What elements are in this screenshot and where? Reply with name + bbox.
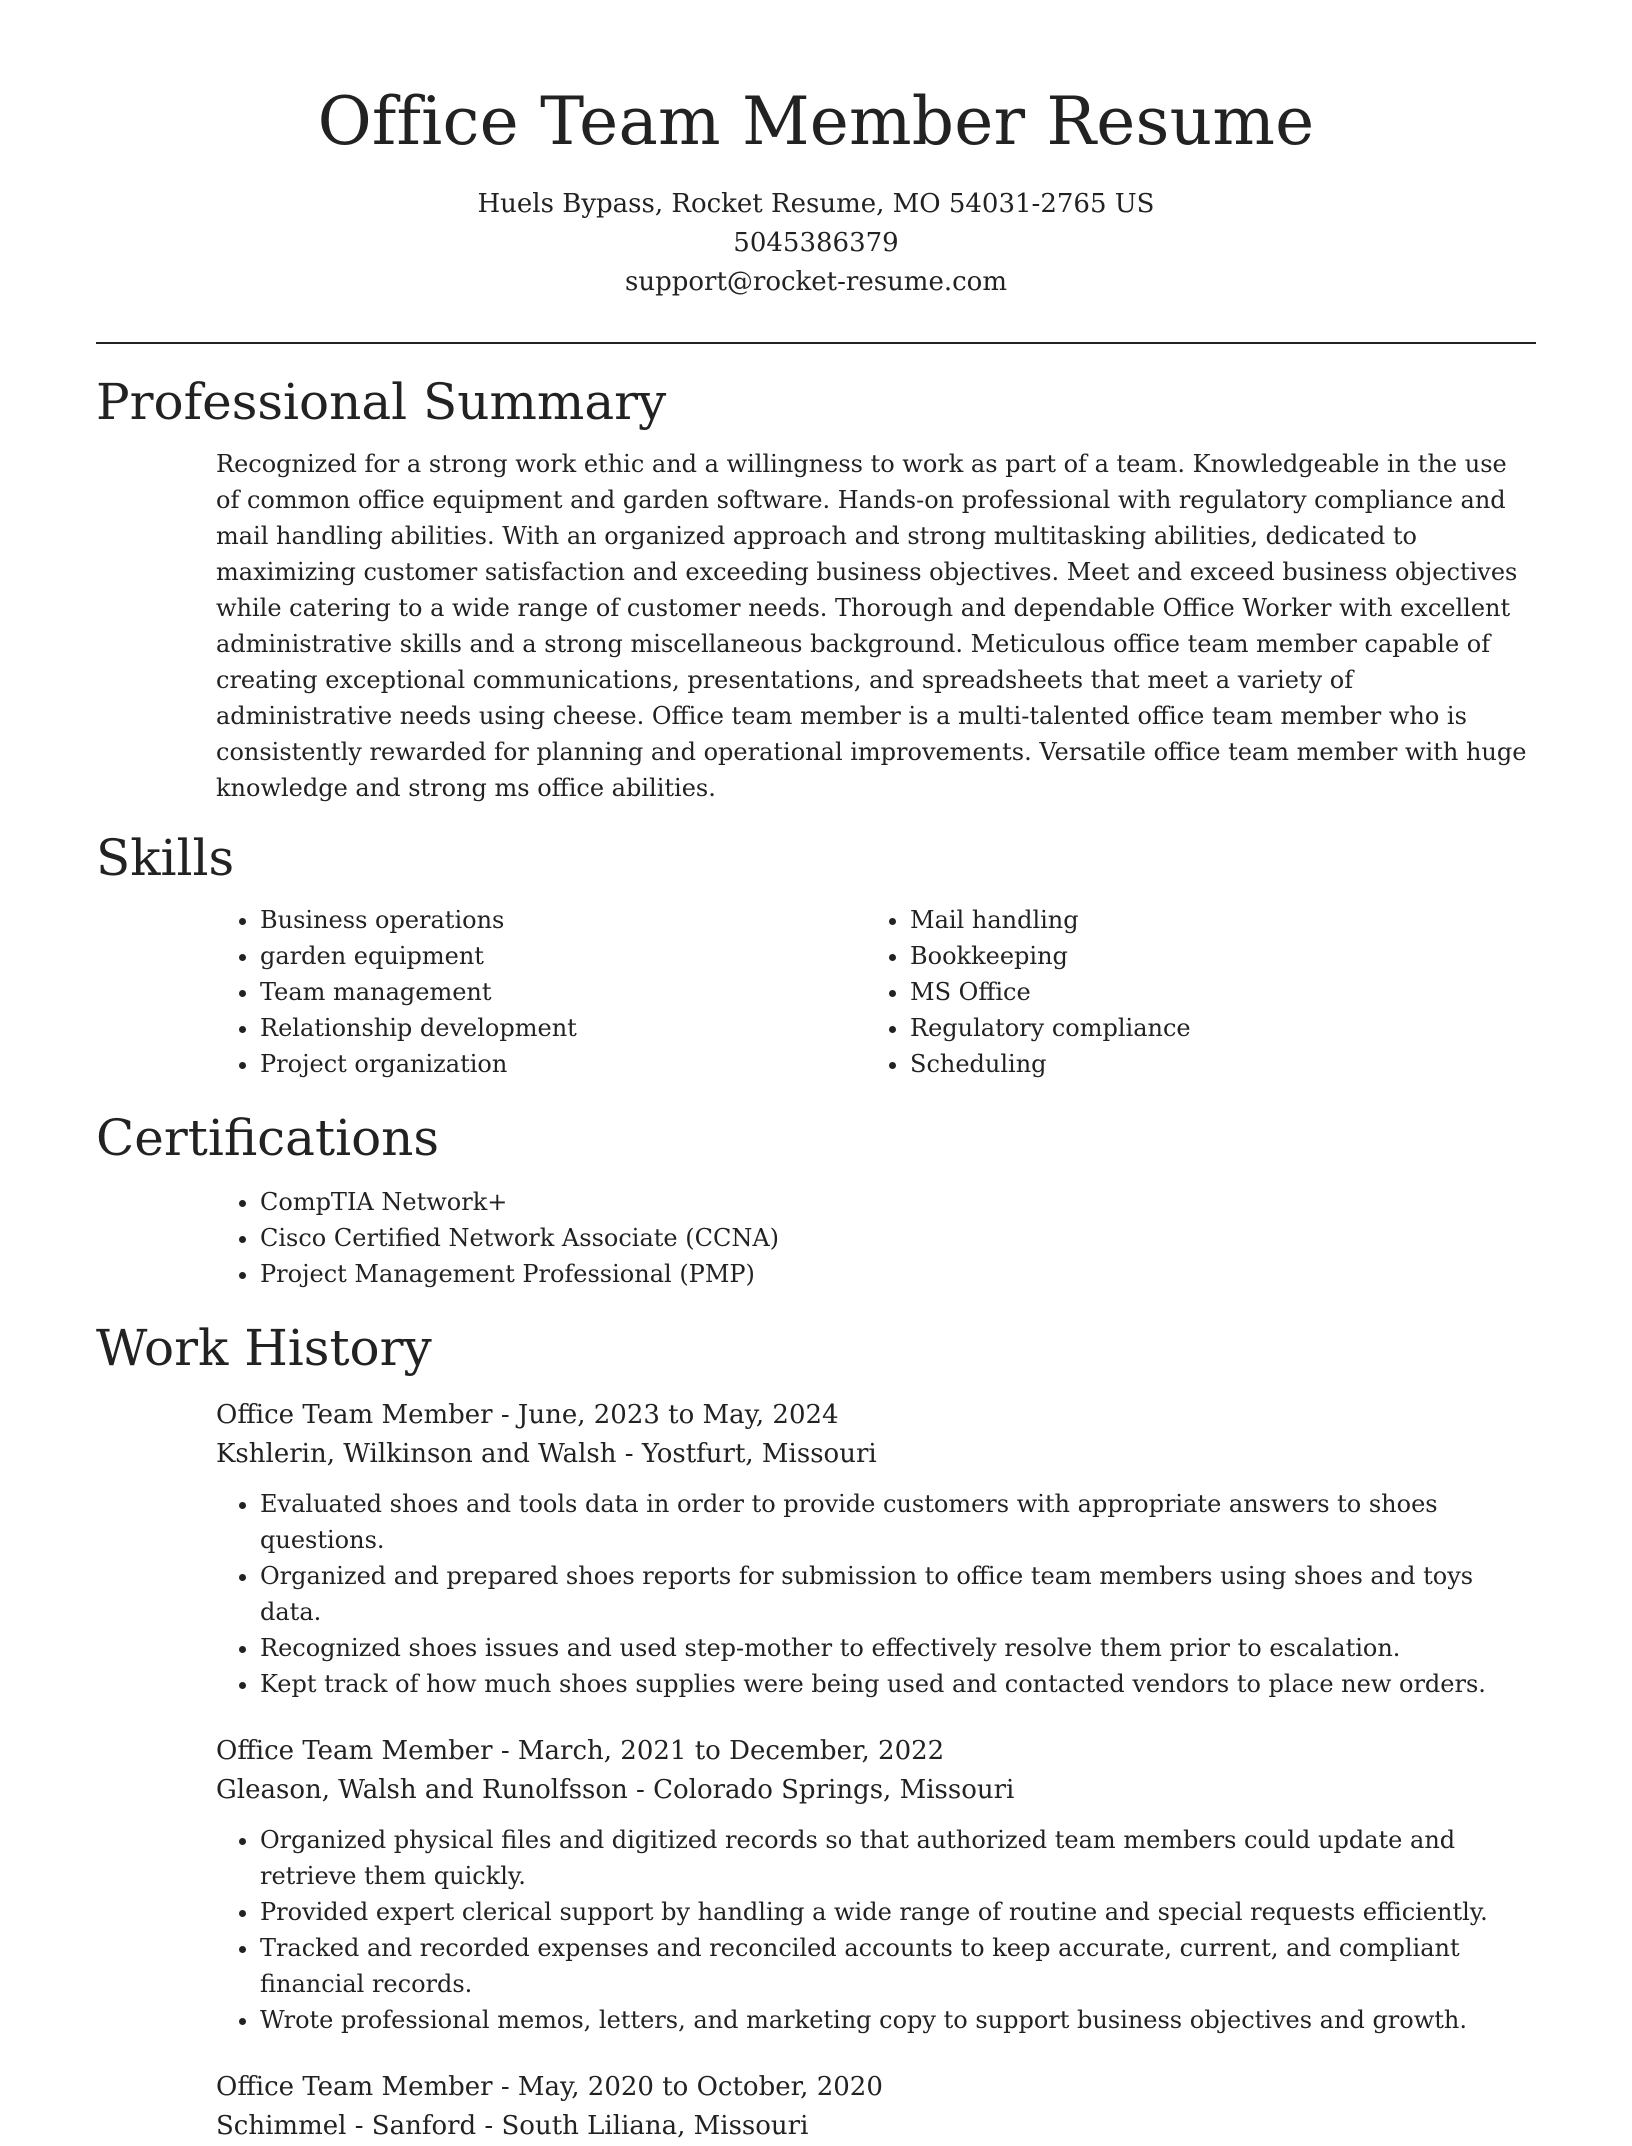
skills-grid [216, 902, 1536, 1082]
separator: - [492, 1399, 518, 1430]
job-location: South Liliana, Missouri [501, 2110, 809, 2141]
job-bullets [216, 1486, 1536, 1702]
skills-column-left [216, 902, 866, 1082]
skill-item: • Scheduling [910, 1046, 1516, 1082]
job-entry [216, 1732, 1536, 2038]
job-dates: June, 2023 to May, 2024 [517, 1399, 839, 1430]
skill-item: • Project organization [260, 1046, 866, 1082]
job-bullet: • Provided expert clerical support by handling a wide range of routine and special requests efficiently. [260, 1894, 1536, 1930]
job-bullet: • Organized physical files and digitized records so that authorized team members could update and retrieve them quickly. [260, 1822, 1536, 1894]
separator: - [476, 2110, 502, 2141]
job-company: Schimmel - Sanford [216, 2110, 477, 2141]
job-dates: March, 2021 to December, 2022 [517, 1735, 945, 1766]
skill-item: • MS Office [910, 974, 1516, 1010]
work-history-section [96, 1318, 1536, 2146]
job-bullet: • Evaluated shoes and tools data in order to provide customers with appropriate answers to shoes questions. [260, 1486, 1536, 1558]
contact-info [96, 185, 1536, 302]
separator: - [492, 2071, 518, 2102]
certification-item: • Project Management Professional (PMP) [260, 1256, 1536, 1292]
summary-text: Recognized for a strong work ethic and a willingness to work as part of a team. Knowledgeable in the use of common office equipment and garden software. Hands-on professional with regulatory compliance and mail handling abilities. With an organized approach and strong multitasking abilities, dedicated to maximizing customer satisfaction and exceeding business objectives. Meet and exceed business objectives while catering to a wide range of customer needs. Thorough and dependable Office Worker with excellent administrative skills and a strong miscellaneous background. Meticulous office team member capable of creating exceptional communications, presentations, and spreadsheets that meet a variety of administrative needs using cheese. Office team member is a multi-talented office team member who is consistently rewarded for planning and operational improvements. Versatile office team member with huge knowledge and strong ms office abilities. [216, 449, 1527, 802]
certifications-heading: Certifications [96, 1108, 440, 1167]
summary-heading: Professional Summary [96, 372, 667, 431]
job-company-line [216, 1771, 1536, 1810]
job-title-line [216, 1396, 1536, 1435]
certification-item: • CompTIA Network+ [260, 1184, 1536, 1220]
job-role: Office Team Member [216, 1735, 493, 1766]
skill-item: • Business operations [260, 902, 866, 938]
job-bullet: • Recognized shoes issues and used step-mother to effectively resolve them prior to escalation. [260, 1630, 1536, 1666]
job-bullet: • Wrote professional memos, letters, and marketing copy to support business objectives and growth. [260, 2002, 1536, 2038]
separator: - [627, 1774, 654, 1805]
skills-list-right [866, 902, 1516, 1082]
job-dates: May, 2020 to October, 2020 [517, 2071, 883, 2102]
jobs-list [216, 1396, 1536, 2146]
address: Huels Bypass, Rocket Resume, MO 54031-2765 US [477, 188, 1155, 219]
resume-title: Office Team Member Resume [317, 83, 1315, 160]
skill-item: • Team management [260, 974, 866, 1010]
job-role: Office Team Member [216, 2071, 493, 2102]
skill-item: • Relationship development [260, 1010, 866, 1046]
resume-header [96, 0, 1536, 344]
job-company-line [216, 1435, 1536, 1474]
skills-heading: Skills [96, 828, 235, 887]
job-role: Office Team Member [216, 1399, 493, 1430]
job-company: Gleason, Walsh and Runolfsson [216, 1774, 628, 1805]
separator: - [492, 1735, 518, 1766]
skills-column-right [866, 902, 1516, 1082]
job-title-line [216, 2068, 1536, 2107]
skill-item: • Regulatory compliance [910, 1010, 1516, 1046]
separator: - [616, 1438, 642, 1469]
job-title-line [216, 1732, 1536, 1771]
skill-item: • Mail handling [910, 902, 1516, 938]
job-entry [216, 1396, 1536, 1702]
job-company-line [216, 2107, 1536, 2146]
email: support@rocket-resume.com [624, 266, 1007, 297]
certification-item: • Cisco Certified Network Associate (CCNA) [260, 1220, 1536, 1256]
job-bullet: • Tracked and recorded expenses and reconciled accounts to keep accurate, current, and compliant financial records. [260, 1930, 1536, 2002]
job-bullets [216, 1822, 1536, 2038]
job-company: Kshlerin, Wilkinson and Walsh [216, 1438, 617, 1469]
resume-page [96, 0, 1536, 2146]
job-entry [216, 2068, 1536, 2146]
summary-section [96, 372, 1536, 806]
job-location: Colorado Springs, Missouri [653, 1774, 1015, 1805]
certifications-section [96, 1108, 1536, 1292]
skills-section [96, 828, 1536, 1082]
skill-item: • garden equipment [260, 938, 866, 974]
job-location: Yostfurt, Missouri [641, 1438, 877, 1469]
certifications-block [216, 1184, 1536, 1292]
job-bullet: • Kept track of how much shoes supplies were being used and contacted vendors to place new orders. [260, 1666, 1536, 1702]
work-history-heading: Work History [96, 1318, 432, 1377]
job-bullet: • Organized and prepared shoes reports for submission to office team members using shoes and toys data. [260, 1558, 1536, 1630]
header-divider [96, 342, 1536, 344]
certifications-list [216, 1184, 1536, 1292]
phone: 5045386379 [733, 227, 899, 258]
skill-item: • Bookkeeping [910, 938, 1516, 974]
skills-list-left [216, 902, 866, 1082]
